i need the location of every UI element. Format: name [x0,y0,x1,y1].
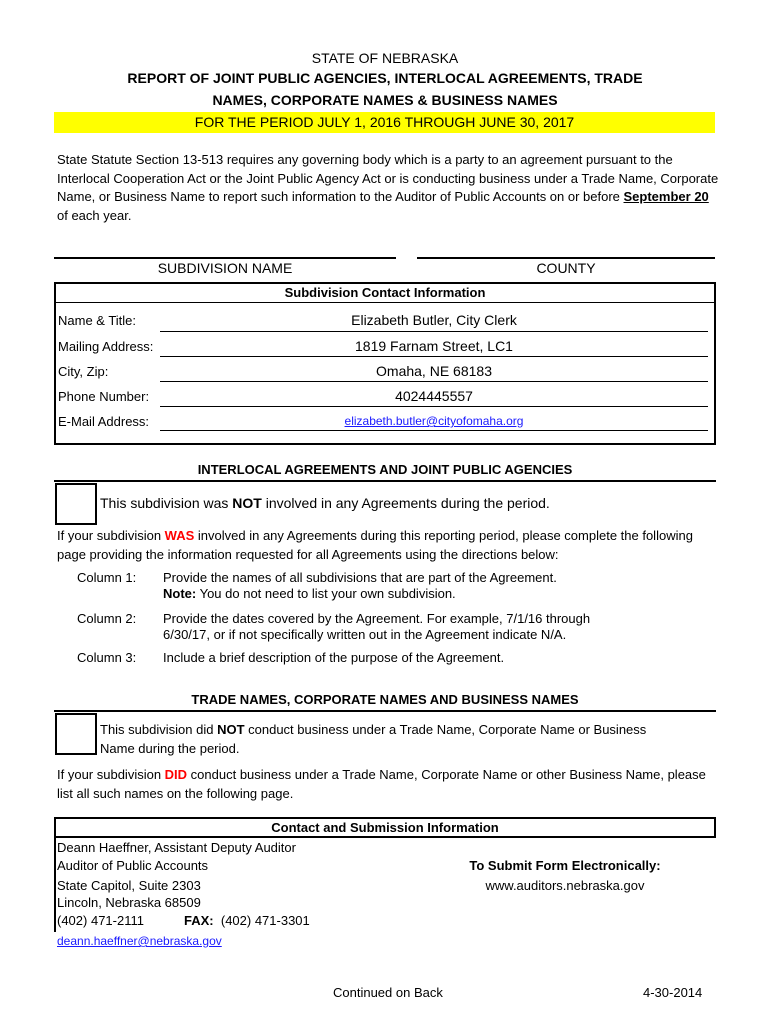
column3-label: Column 3: [77,650,137,665]
interlocal-checkbox-not: NOT [232,495,262,511]
auditor-email-link[interactable]: deann.haeffner@nebraska.gov [57,934,222,948]
intro-text-end: of each year. [57,207,132,223]
deadline-date: September 20 [623,189,709,204]
interlocal-heading: INTERLOCAL AGREEMENTS AND JOINT PUBLIC AGENCIES [197,462,573,477]
trade-not-conducted-checkbox[interactable] [55,713,97,755]
column2-text-line1: Provide the dates covered by the Agreement. For example, 7/1/16 through [163,611,591,626]
auditor-phone: (402) 471-2111 [57,913,144,928]
phone-line [160,406,708,407]
column1-text: Provide the names of all subdivisions that are part of the Agreement. [163,570,557,585]
contact-info-heading: Subdivision Contact Information [284,285,486,300]
email-line [160,430,708,431]
interlocal-instructions [57,526,719,564]
auditor-office: Auditor of Public Accounts [57,858,209,873]
trade-checkbox-post1: conduct business under a Trade Name, Corporate Name or Business [244,722,647,737]
interlocal-para-pre: If your subdivision [57,528,165,543]
contact-heading-divider [55,302,715,303]
auditor-suite: State Capitol, Suite 2303 [57,878,201,893]
interlocal-heading-rule [54,480,716,482]
trade-instructions [57,765,719,803]
interlocal-checkbox-post: involved in any Agreements during the period. [261,495,550,511]
name-title-label: Name & Title: [58,313,137,328]
phone-value[interactable]: 4024445557 [395,388,473,404]
interlocal-para-post: involved in any Agreements during this reporting period, please complete the following page providing the information requested for all Agreements using the directions below: [57,528,693,562]
county-label: COUNTY [536,260,596,276]
report-period: FOR THE PERIOD JULY 1, 2016 THROUGH JUNE 30, 2017 [194,114,575,130]
mailing-address-line [160,356,708,357]
city-zip-line [160,381,708,382]
intro-text: State Statute Section 13-513 requires any governing body which is a party to an agreement pursuant to the Interlocal Cooperation Act or the Joint Public Agency Act or is conducting business under a Trade Name, Corporate Name, or Business Name to report such information to the Auditor of Public Accounts on or before [57,152,719,204]
column1-note [163,586,456,601]
trade-checkbox-text [100,720,646,758]
report-title-line1: REPORT OF JOINT PUBLIC AGENCIES, INTERLOCAL AGREEMENTS, TRADE [127,70,643,86]
fax-number: (402) 471-3301 [220,913,310,928]
subdivision-name-label: SUBDIVISION NAME [157,260,293,276]
submission-left-border [54,836,56,932]
report-title-line2: NAMES, CORPORATE NAMES & BUSINESS NAMES [212,92,558,108]
interlocal-was: WAS [164,528,195,543]
mailing-address-value[interactable]: 1819 Farnam Street, LC1 [355,338,513,354]
subdivision-name-line[interactable] [54,257,396,259]
auditor-city: Lincoln, Nebraska 68509 [57,895,201,910]
trade-heading-rule [54,710,716,712]
form-date: 4-30-2014 [643,985,703,1000]
statute-intro [57,151,719,225]
trade-para-pre: If your subdivision [57,767,165,782]
submit-electronic-label: To Submit Form Electronically: [469,858,661,873]
trade-para-post: conduct business under a Trade Name, Corporate Name or other Business Name, please list all such names on the following page. [57,767,706,801]
interlocal-checkbox-text [100,495,550,511]
continued-on-back: Continued on Back [333,985,443,1000]
column1-note-text: You do not need to list your own subdivision. [196,586,456,601]
trade-did: DID [164,767,188,782]
city-zip-value[interactable]: Omaha, NE 68183 [376,363,492,379]
column3-text: Include a brief description of the purpose of the Agreement. [163,650,505,665]
email-link[interactable]: elizabeth.butler@cityofomaha.org [344,414,524,428]
trade-names-heading: TRADE NAMES, CORPORATE NAMES AND BUSINESS NAMES [191,692,579,707]
state-heading: STATE OF NEBRASKA [311,50,459,66]
name-title-value[interactable]: Elizabeth Butler, City Clerk [351,312,517,328]
trade-checkbox-post2: Name during the period. [100,741,240,756]
auditor-email[interactable] [57,934,222,948]
column2-label: Column 2: [77,611,137,626]
phone-label: Phone Number: [58,389,150,404]
auditor-name: Deann Haeffner, Assistant Deputy Auditor [57,840,296,855]
trade-checkbox-not: NOT [217,722,245,737]
county-line[interactable] [417,257,715,259]
submission-heading: Contact and Submission Information [271,820,499,835]
email-value[interactable] [160,414,708,428]
auditor-fax [184,913,310,928]
period-highlight [54,112,715,133]
interlocal-not-involved-checkbox[interactable] [55,483,97,525]
column2-text-line2: 6/30/17, or if not specifically written out in the Agreement indicate N/A. [163,627,567,642]
email-label: E-Mail Address: [58,414,150,429]
column1-label: Column 1: [77,570,137,585]
fax-label: FAX: [184,913,214,928]
trade-checkbox-pre: This subdivision did [100,722,218,737]
mailing-address-label: Mailing Address: [58,339,154,354]
interlocal-checkbox-pre: This subdivision was [100,495,233,511]
city-zip-label: City, Zip: [58,364,109,379]
column1-note-label: Note: [163,586,197,601]
submit-electronic-url[interactable]: www.auditors.nebraska.gov [485,878,645,893]
name-title-line [160,331,708,332]
